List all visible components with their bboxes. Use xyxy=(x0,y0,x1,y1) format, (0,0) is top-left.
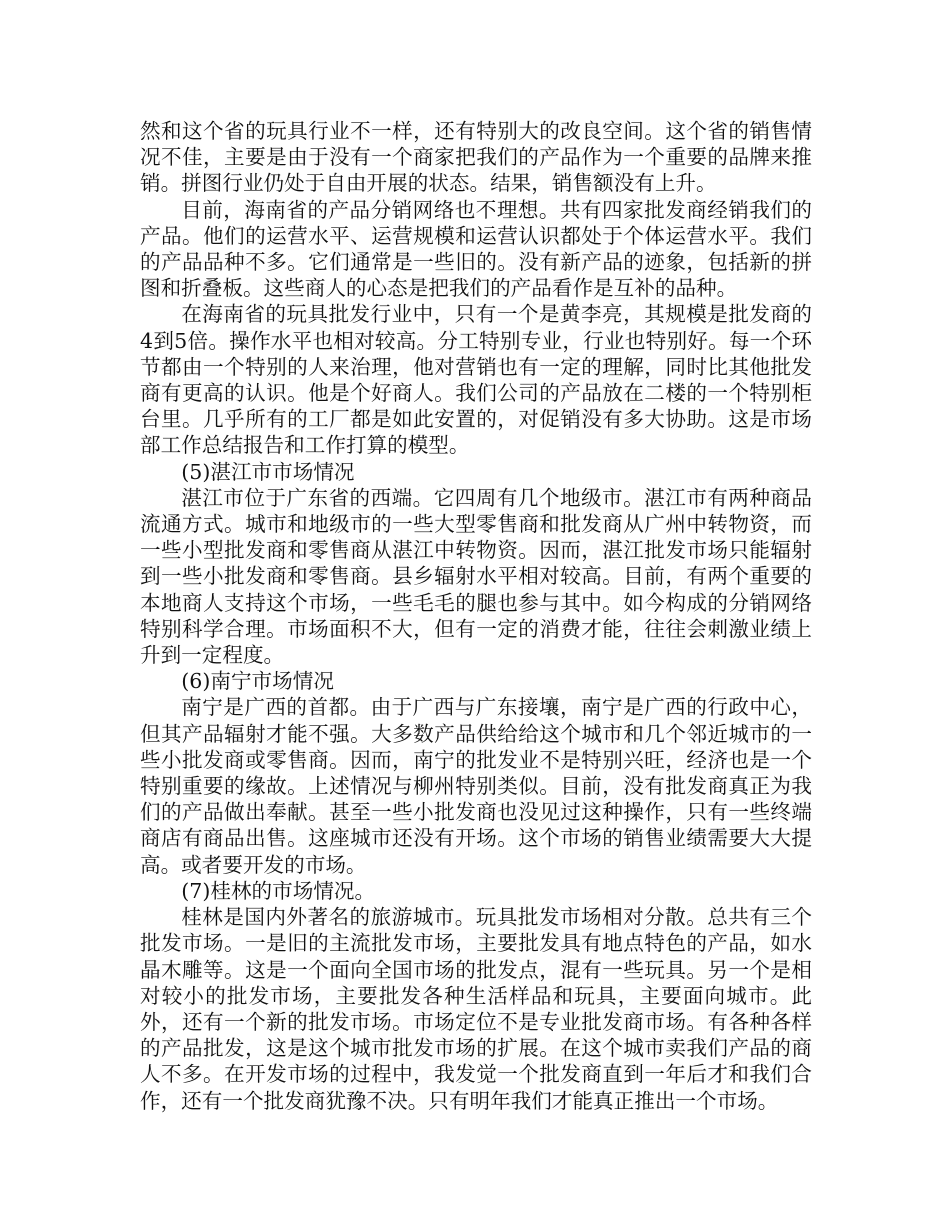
section-heading-guilin: (7)桂林的市场情况。 xyxy=(181,878,376,903)
paragraph-guilin: 桂林是国内外著名的旅游城市。玩具批发市场相对分散。总共有三个批发市场。一是旧的主流批发市场，主要批发具有地点特色的产品，如水晶木雕等。这是一个面向全国市场的批发点，混有一些玩具。另一个是相对较小的批发市场，主要批发各种生活样品和玩具，主要面向城市。此外，还有一个新的批发市场。市场定位不是专业批发商市场。有各种各样的产品批发，这是这个城市批发市场的扩展。在这个城市卖我们产品的商人不多。在开发市场的过程中，我发觉一个批发商直到一年后才和我们合作，还有一个批发商犹豫不决。只有明年我们才能真正推出一个市场。 xyxy=(140,905,812,1113)
paragraph-intro-continued: 然和这个省的玩具行业不一样，还有特别大的改良空间。这个省的销售情况不佳，主要是由于没有一个商家把我们的产品作为一个重要的品牌来推销。拼图行业仍处于自由开展的状态。结果，销售额没有上升。 xyxy=(140,119,812,196)
paragraph-zhanjiang: 湛江市位于广东省的西端。它四周有几个地级市。湛江市有两种商品流通方式。城市和地级市的一些大型零售商和批发商从广州中转物资，而一些小型批发商和零售商从湛江中转物资。因而，湛江批发市场只能辐射到一些小批发商和零售商。县乡辐射水平相对较高。目前，有两个重要的本地商人支持这个市场，一些毛毛的腿也参与其中。如今构成的分销网络特别科学合理。市场面积不大，但有一定的消费才能，往往会刺激业绩上升到一定程度。 xyxy=(140,485,812,668)
section-heading-zhanjiang: (5)湛江市市场情况 xyxy=(181,459,355,484)
paragraph-nanning: 南宁是广西的首都。由于广西与广东接壤，南宁是广西的行政中心，但其产品辐射才能不强。大多数产品供给给这个城市和几个邻近城市的一些小批发商或零售商。因而，南宁的批发业不是特别兴旺，经济也是一个特别重要的缘故。上述情况与柳州特别类似。目前，没有批发商真正为我们的产品做出奉献。甚至一些小批发商也没见过这种操作，只有一些终端商店有商品出售。这座城市还没有开场。这个市场的销售业绩需要大大提高。或者要开发的市场。 xyxy=(140,695,812,877)
section-heading-nanning: (6)南宁市场情况 xyxy=(181,669,334,694)
paragraph-hainan-network: 目前，海南省的产品分销网络也不理想。共有四家批发商经销我们的产品。他们的运营水平、运营规模和运营认识都处于个体运营水平。我们的产品品种不多。它们通常是一些旧的。没有新产品的迹象，包括新的拼图和折叠板。这些商人的心态是把我们的产品看作是互补的品种。 xyxy=(140,197,812,301)
document-body xyxy=(140,118,812,1114)
paragraph-hainan-wholesaler: 在海南省的玩具批发行业中，只有一个是黄李亮，其规模是批发商的4到5倍。操作水平也相对较高。分工特别专业，行业也特别好。每一个环节都由一个特别的人来治理，他对营销也有一定的理解，同时比其他批发商有更高的认识。他是个好商人。我们公司的产品放在二楼的一个特别柜台里。几乎所有的工厂都是如此安置的，对促销没有多大协助。这是市场部工作总结报告和工作打算的模型。 xyxy=(140,302,812,458)
